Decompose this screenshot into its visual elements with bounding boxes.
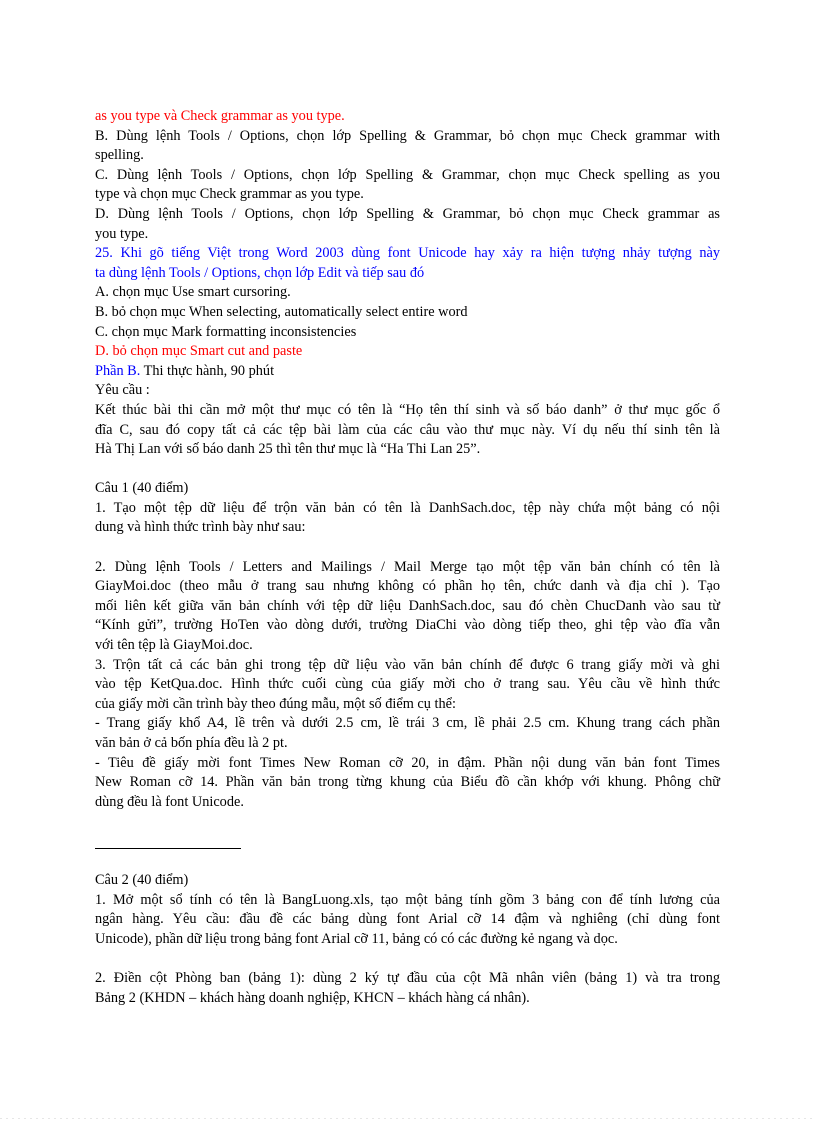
q24-answer-b: B. Dùng lệnh Tools / Options, chọn lớp Spelling & Grammar, bỏ chọn mục Check grammar with spelling. [95,127,720,164]
cau1-item-3: 3. Trộn tất cả các bản ghi trong tệp dữ liệu vào văn bản chính để được 6 trang giấy mời và ghi vào tệp KetQua.doc. Hình thức cuối cùng của giấy mời cho ở trang sau. Yêu cầu về hình thức của giấy mời cần trình bày theo đúng mẫu, một số điểm cụ thể: [95,656,720,712]
part-b-duration: Thi thực hành, 90 phút [140,362,275,379]
q25-answer-a: A. chọn mục Use smart cursoring. [95,284,291,301]
q25-answer-b: B. bỏ chọn mục When selecting, automatically select entire word [95,303,468,320]
cau1-item-1: 1. Tạo một tệp dữ liệu để trộn văn bản có tên là DanhSach.doc, tệp này chứa một bảng có nội dung và hình thức trình bày như sau: [95,499,720,536]
part-b-intro: Kết thúc bài thi cần mở một thư mục có tên là “Họ tên thí sinh và số báo danh” ở thư mục gốc ổ đĩa C, sau đó copy tất cả các tệp bài làm của các câu vào thư mục này. Ví dụ nếu thí sinh tên là Hà Thị Lan với số báo danh 25 thì tên thư mục là “Ha Thi Lan 25”. [95,401,720,458]
q25-question: 25. Khi gõ tiếng Việt trong Word 2003 dùng font Unicode hay xảy ra hiện tượng nhảy tượng này ta dùng lệnh Tools / Options, chọn lớp Edit và tiếp sau đó [95,245,720,281]
q25-answer-c: C. chọn mục Mark formatting inconsistencies [95,323,357,340]
cau1-item-2: 2. Dùng lệnh Tools / Letters and Mailings / Mail Merge tạo một tệp văn bản chính có tên là GiayMoi.doc (theo mẫu ở trang sau nhưng không có phần họ tên, chức danh và địa chỉ ). Tạo mối liên kết giữa văn bản chính với tệp dữ liệu DanhSach.doc, sau đó chèn ChucDanh vào sau từ “Kính gửi”, trường HoTen vào dòng dưới, trường DiaChi vào dòng tiếp theo, ghi tệp vào đĩa vẫn với tên tệp là GiayMoi.doc. [95,558,720,654]
footnote-separator [95,848,241,849]
cau1-title: Câu 1 (40 điểm) [95,480,189,497]
cau1-font-format: - Tiêu đề giấy mời font Times New Roman cỡ 20, in đậm. Phần nội dung văn bản font Times New Roman cỡ 14. Phần văn bản trong từng khung của Biểu đồ cần khớp với khung. Phông chữ dùng đều là font Unicode. [95,754,720,810]
part-b-heading [95,362,720,382]
cau2-item-2: 2. Điền cột Phòng ban (bảng 1): dùng 2 ký tự đầu của cột Mã nhân viên (bảng 1) và tra trong Bảng 2 (KHDN – khách hàng doanh nghiệp, KHCN – khách hàng cá nhân). [95,969,720,1006]
cau1-page-format: - Trang giấy khổ A4, lề trên và dưới 2.5 cm, lề trái 3 cm, lề phải 2.5 cm. Khung trang cách phần văn bản ở cả bốn phía đều là 2 pt. [95,715,720,751]
q24-answer-d: D. Dùng lệnh Tools / Options, chọn lớp Spelling & Grammar, bỏ chọn mục Check grammar as you type. [95,205,720,242]
requirement-label: Yêu cầu : [95,382,150,399]
document-page [95,107,720,1008]
q24-answer-c: C. Dùng lệnh Tools / Options, chọn lớp Spelling & Grammar, chọn mục Check spelling as you type và chọn mục Check grammar as you type. [95,166,720,203]
cau2-title: Câu 2 (40 điểm) [95,871,189,888]
q25-answer-d: D. bỏ chọn mục Smart cut and paste [95,343,303,360]
cau2-item-1: 1. Mở một sổ tính có tên là BangLuong.xls, tạo một bảng tính gồm 3 bảng con để tính lương của ngân hàng. Yêu cầu: đầu đề các bảng dùng font Arial cỡ 14 đậm và nghiêng (chỉ dùng font Unicode), phần dữ liệu trong bảng font Arial cỡ 11, bảng có có các đường kẻ ngang và dọc. [95,891,720,947]
page-bottom-edge [0,1118,816,1119]
q24-answer-a-tail: as you type và Check grammar as you type. [95,108,345,124]
part-b-label: Phần B. [95,362,141,379]
